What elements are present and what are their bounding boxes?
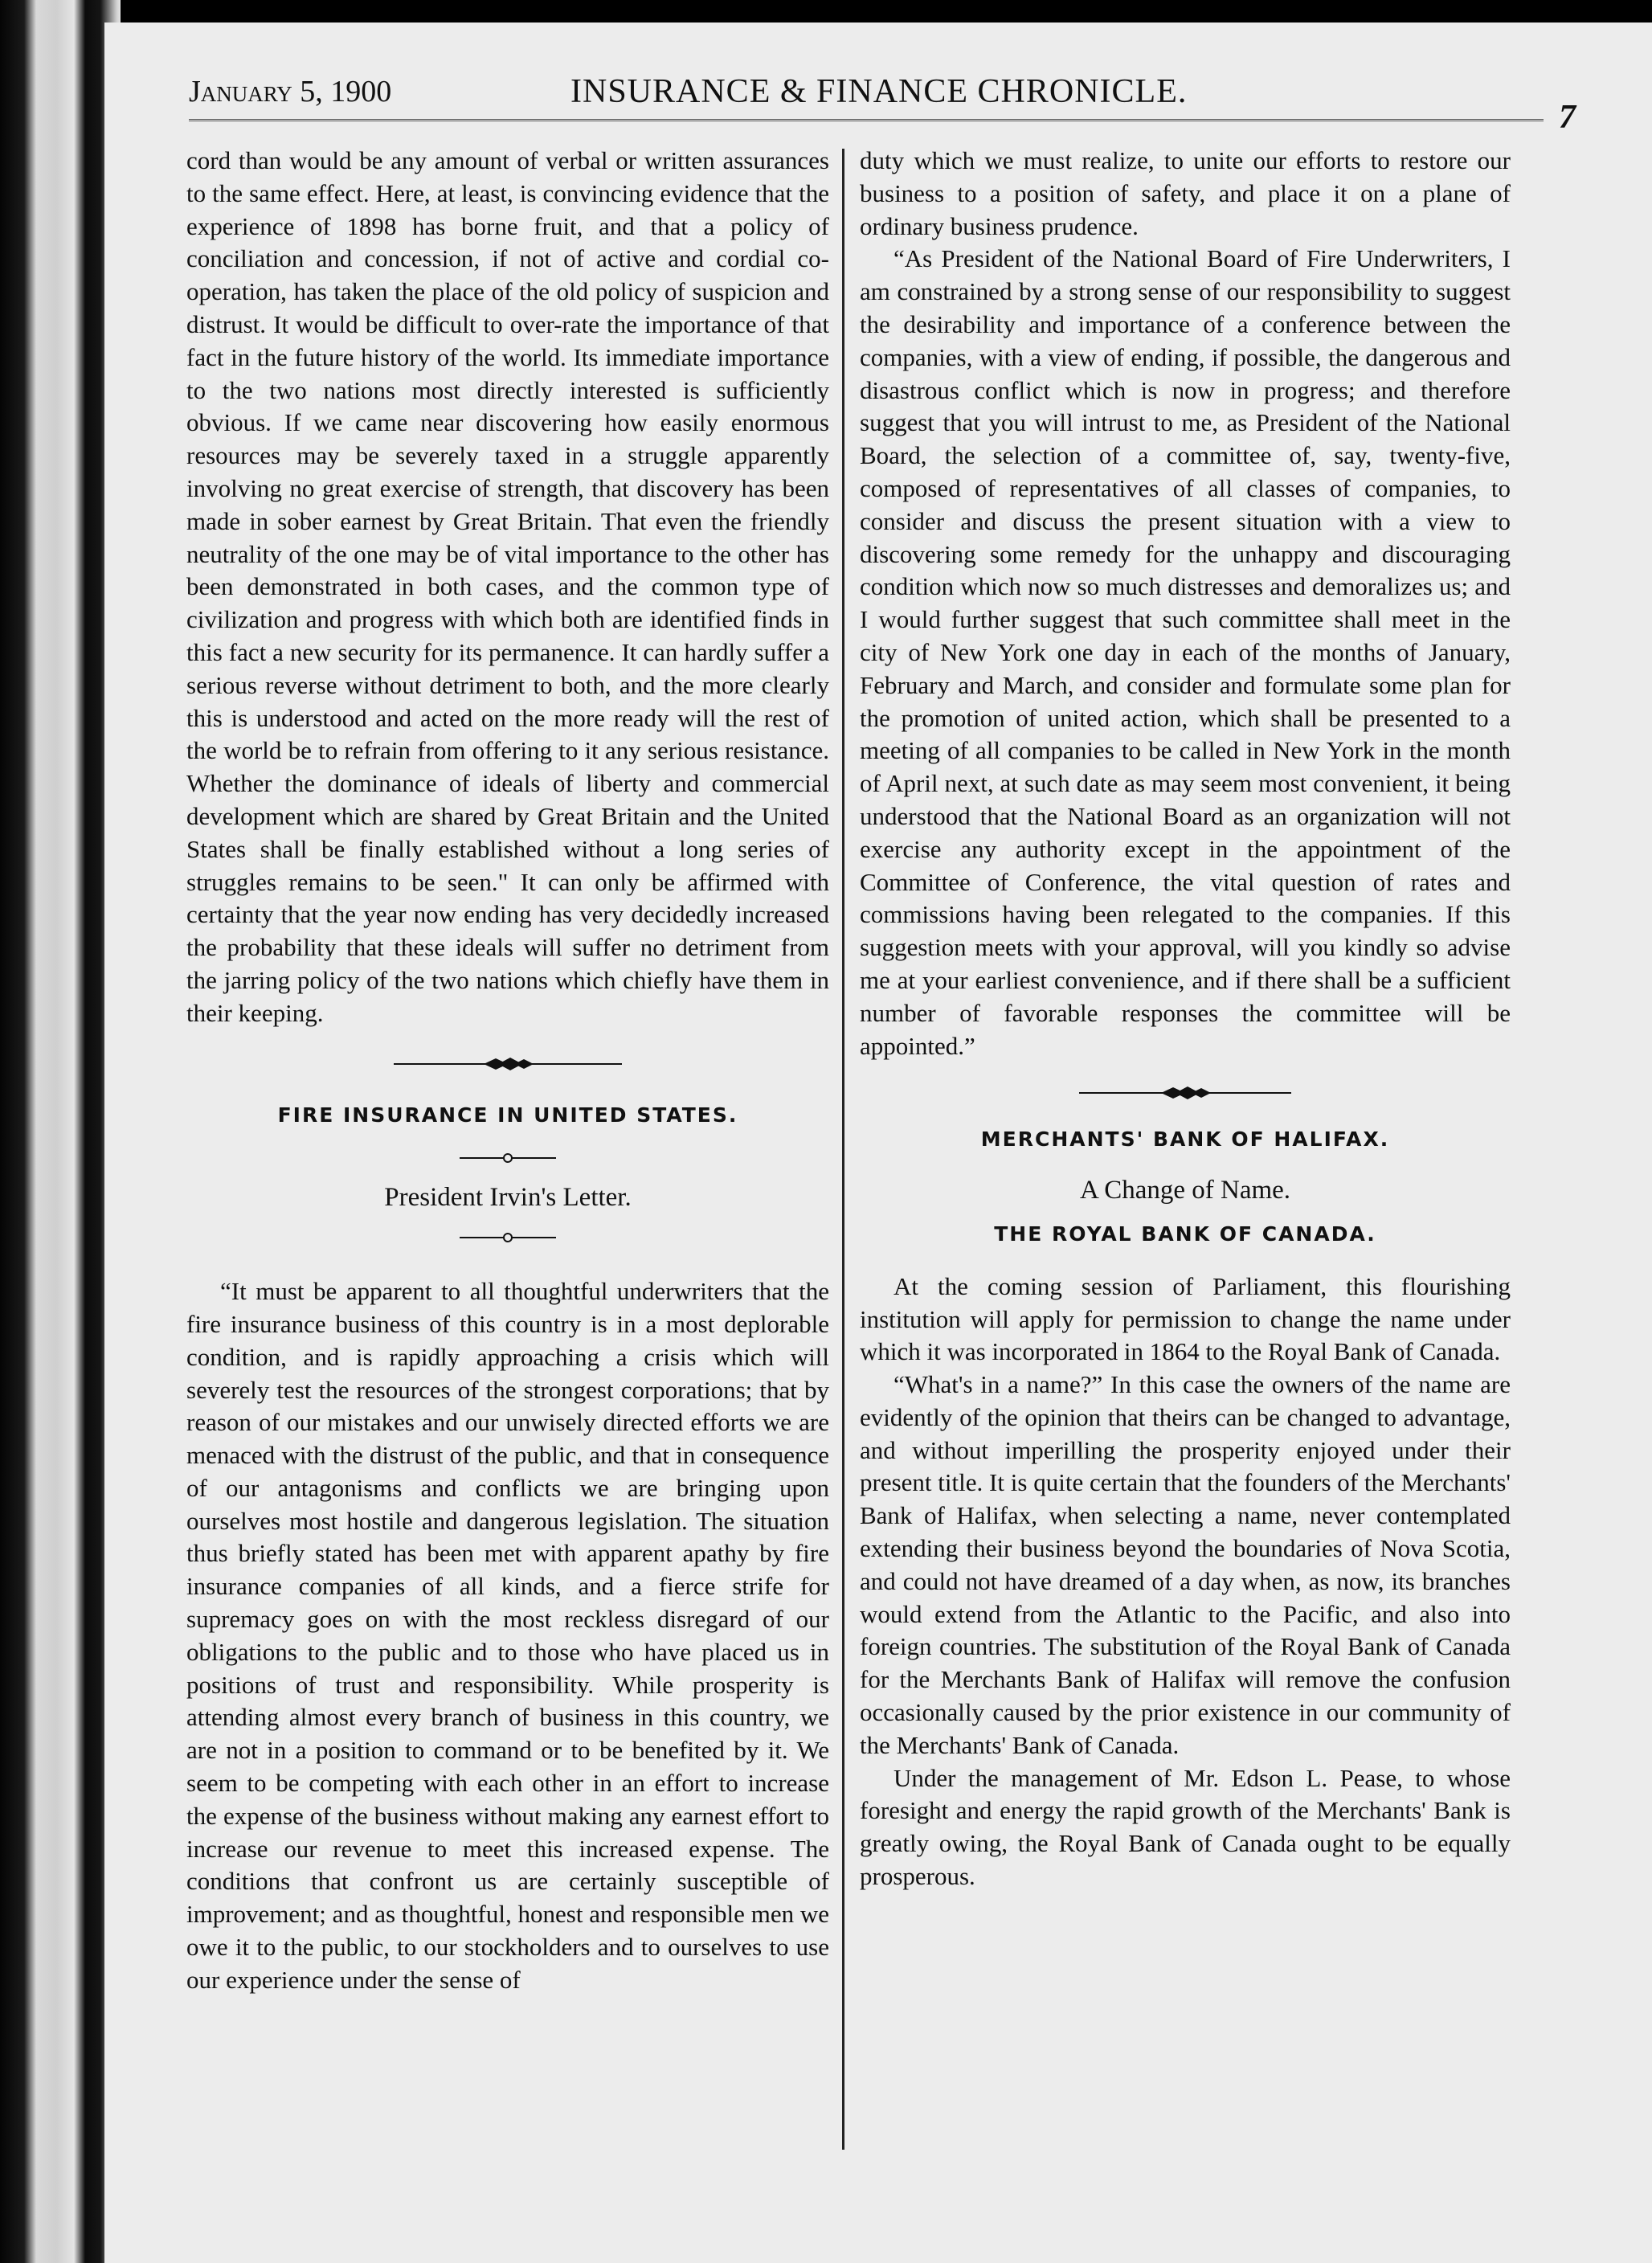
page-header <box>189 58 1576 136</box>
fire-insurance-subtitle: President Irvin's Letter. <box>384 1183 632 1213</box>
fire-insurance-body: “It must be apparent to all thoughtful underwriters that the fire insurance business of this country is in a most deplorable condition, and is rapidly approaching a crisis which will severely test the resources of the strongest corporations; that by reason of our mistakes and our unwisely directed efforts we are menaced with the distrust of the public, and that in consequence of our antagonisms and conflicts we are bringing upon ourselves most hostile and dangerous legislation. The situation thus briefly stated has been met with apparent apathy by fire insurance companies of all kinds, and a fierce strife for supremacy goes on with the most reckless disregard of our obligations to the public and to those who have placed us in positions of trust and responsibility. While prosperity is attending almost every branch of business in this country, we are not in a position to command or to be benefited by it. We seem to be competing with each other in an effort to increase the expense of the business without making any earnest effort to increase our revenue to meet this increased expense. The conditions that confront us are certainly susceptible of improvement; and as thoughtful, honest and responsible men we owe it to the public, to our stockholders and to ourselves to use our experience under the sense of <box>186 1277 829 1994</box>
merchants-bank-paragraph-1: At the coming session of Parliament, this flourishing institution will apply for permission to change the name under which it was incorporated in 1864 to the Royal Bank of Canada. <box>860 1271 1511 1366</box>
book-binding-edge <box>0 0 121 2263</box>
royal-bank-heading: THE ROYAL BANK OF CANADA. <box>994 1222 1376 1246</box>
merchants-bank-paragraph-3: Under the management of Mr. Edson L. Pease, to whose foresight and energy the rapid growth of the Merchants' Bank is greatly owing, the Royal Bank of Canada ought to be equally prosperous. <box>860 1763 1511 1891</box>
ornament-divider <box>1073 1077 1298 1109</box>
right-column <box>860 145 1511 1893</box>
small-circle-separator <box>452 1224 564 1251</box>
header-date: January 5, 1900 <box>189 75 392 108</box>
merchants-bank-subtitle: A Change of Name. <box>1079 1176 1291 1205</box>
right-continuation-paragraph: duty which we must realize, to unite our efforts to restore our business to a position of safety, and place it on a plane of ordinary business prudence. <box>860 146 1511 240</box>
header-journal-title: INSURANCE & FINANCE CHRONICLE. <box>570 73 1188 110</box>
president-proposal-paragraph: “As President of the National Board of Fire Underwriters, I am constrained by a strong sense of our responsibility to suggest the desirability and importance of a conference between the companies, with a view of ending, if possible, the dangerous and disastrous conflict which is now in progress; and therefore suggest that you will intrust to me, as President of the National Board, the selection of a committee of, say, twenty-five, composed of representatives of all classes of companies, to consider and discuss the present situation with a view to discovering some remedy for the unhappy and discouraging condition which now so much distresses and demoralizes us; and I would further suggest that such committee shall meet in the city of New York one day in each of the months of January, February and March, and consider and formulate some plan for the promotion of united action, which shall be presented to a meeting of all companies to be called in New York in the month of April next, at such date as may seem most convenient, it being understood that the National Board as an organization will not exercise any authority except in the appointment of the Committee of Conference, the vital question of rates and commissions having been relegated to the companies. If this suggestion meets with your approval, will you kindly so advise me at your earliest convenience, and if there shall be a sufficient number of favorable responses the committee will be appointed.” <box>860 244 1511 1060</box>
page-number: 7 <box>1559 99 1576 136</box>
header-rule <box>189 119 1544 121</box>
column-divider <box>842 149 844 2150</box>
left-column <box>186 145 829 1997</box>
fire-insurance-title: FIRE INSURANCE IN UNITED STATES. <box>277 1103 738 1127</box>
small-circle-separator <box>452 1144 564 1172</box>
merchants-bank-title: MERCHANTS' BANK OF HALIFAX. <box>980 1127 1390 1152</box>
merchants-bank-paragraph-2: “What's in a name?” In this case the owners of the name are evidently of the opinion that theirs can be changed to advantage, and without imperilling the prosperity enjoyed under their present title. It is quite certain that the founders of the Merchants' Bank of Halifax, when selecting a name, never contemplated extending their business beyond the boundaries of Nova Scotia, and could not have dreamed of a day when, as now, its branches would extend from the Atlantic to the Pacific, and also into foreign countries. The substitution of the Royal Bank of Canada for the Merchants Bank of Halifax will remove the confusion occasionally caused by the prior existence in our community of the Merchants' Bank of Canada. <box>860 1370 1511 1759</box>
ornament-divider <box>387 1048 628 1080</box>
left-continuation-paragraph: cord than would be any amount of verbal or written assurances to the same effect. Here, at least, is convincing evidence that the experience of 1898 has borne fruit, and that a policy of conciliation and concession, if not of active and cordial co-operation, has taken the place of the old policy of suspicion and distrust. It would be difficult to over-rate the importance of that fact in the future history of the world. Its immediate importance to the two nations most directly interested is sufficiently obvious. If we came near discovering how easily enormous resources may be severely taxed in a struggle apparently involving no great exercise of strength, that discovery has been made in sober earnest by Great Britain. That even the friendly neutrality of the one may be of vital importance to the other has been demonstrated in both cases, and the common type of civilization and progress with which both are identified finds in this fact a new security for its permanence. It can hardly suffer a serious reverse without detriment to both, and the more clearly this is understood and acted on the more ready will the rest of the world be to refrain from offering to it any serious resistance. Whether the dominance of ideals of liberty and commercial development which are shared by Great Britain and the United States shall be finally established without a long series of struggles remains to be seen." It can only be affirmed with certainty that the year now ending has very decidedly increased the probability that these ideals will suffer no detriment from the jarring policy of the two nations which chiefly have them in their keeping. <box>186 146 829 1027</box>
